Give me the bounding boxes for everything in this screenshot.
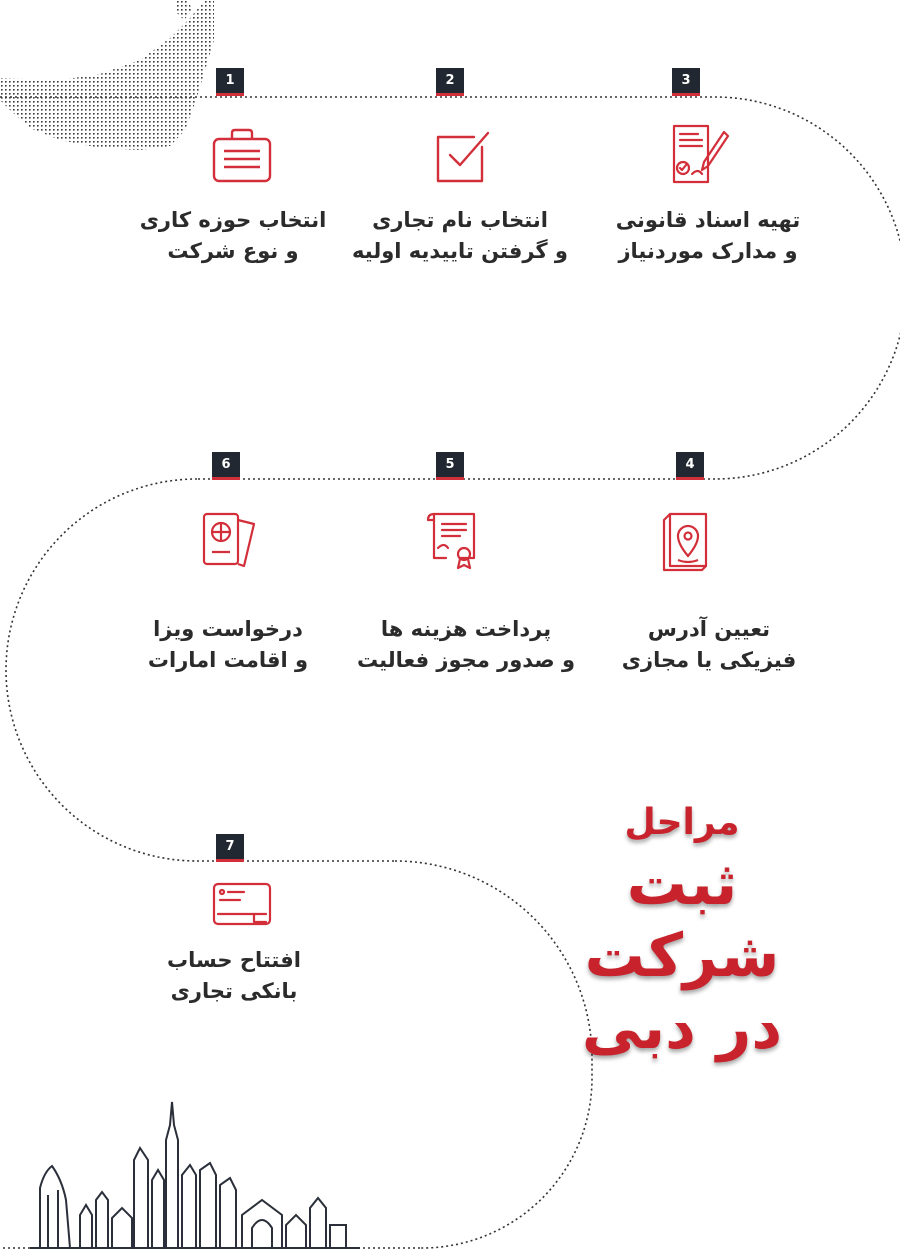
step-7-badge: 7 bbox=[216, 834, 244, 862]
checkbox-icon bbox=[430, 125, 494, 189]
briefcase-icon bbox=[210, 125, 274, 189]
step-5-line2: و صدور مجوز فعالیت bbox=[356, 648, 576, 672]
step-4-line1: تعیین آدرس bbox=[647, 617, 771, 641]
passport-icon bbox=[198, 508, 262, 572]
step-1-badge: 1 bbox=[216, 68, 244, 96]
step-4-line2: فیزیکی یا مجازی bbox=[621, 648, 797, 672]
bank-card-icon bbox=[210, 878, 274, 934]
uae-map-icon bbox=[0, 0, 214, 150]
infographic-title bbox=[542, 798, 822, 1064]
step-1-line2: و نوع شرکت bbox=[167, 239, 299, 263]
step-5-line1: پرداخت هزینه ها bbox=[380, 617, 552, 641]
title-line3: در دبی bbox=[581, 993, 783, 1063]
dubai-skyline-icon bbox=[30, 1102, 360, 1248]
certificate-icon bbox=[420, 508, 484, 572]
step-6-line2: و اقامت امارات bbox=[147, 648, 309, 672]
step-6-line1: درخواست ویزا bbox=[153, 617, 303, 641]
step-4-badge: 4 bbox=[676, 452, 704, 480]
step-2-label bbox=[330, 205, 590, 267]
step-7-label bbox=[104, 945, 364, 1007]
step-5-badge: 5 bbox=[436, 452, 464, 480]
step-5-label bbox=[336, 614, 596, 676]
step-1-line1: انتخاب حوزه کاری bbox=[139, 208, 327, 232]
step-3-badge: 3 bbox=[672, 68, 700, 96]
step-3-line1: تهیه اسناد قانونی bbox=[615, 208, 801, 232]
step-2-line2: و گرفتن تاییدیه اولیه bbox=[352, 239, 568, 263]
step-7-line1: افتتاح حساب bbox=[167, 948, 301, 972]
step-7-line2: بانکی تجاری bbox=[170, 979, 298, 1003]
location-map-icon bbox=[660, 508, 724, 572]
signed-document-icon bbox=[668, 122, 732, 186]
step-2-line1: انتخاب نام تجاری bbox=[372, 208, 548, 232]
step-1-label bbox=[103, 205, 363, 267]
step-6-label bbox=[98, 614, 358, 676]
step-3-label bbox=[578, 205, 838, 267]
step-3-line2: و مدارک موردنیاز bbox=[618, 239, 798, 263]
title-line2: ثبت شرکت bbox=[584, 849, 780, 991]
title-line1: مراحل bbox=[624, 802, 740, 843]
step-6-badge: 6 bbox=[212, 452, 240, 480]
step-2-badge: 2 bbox=[436, 68, 464, 96]
step-4-label bbox=[579, 614, 839, 676]
